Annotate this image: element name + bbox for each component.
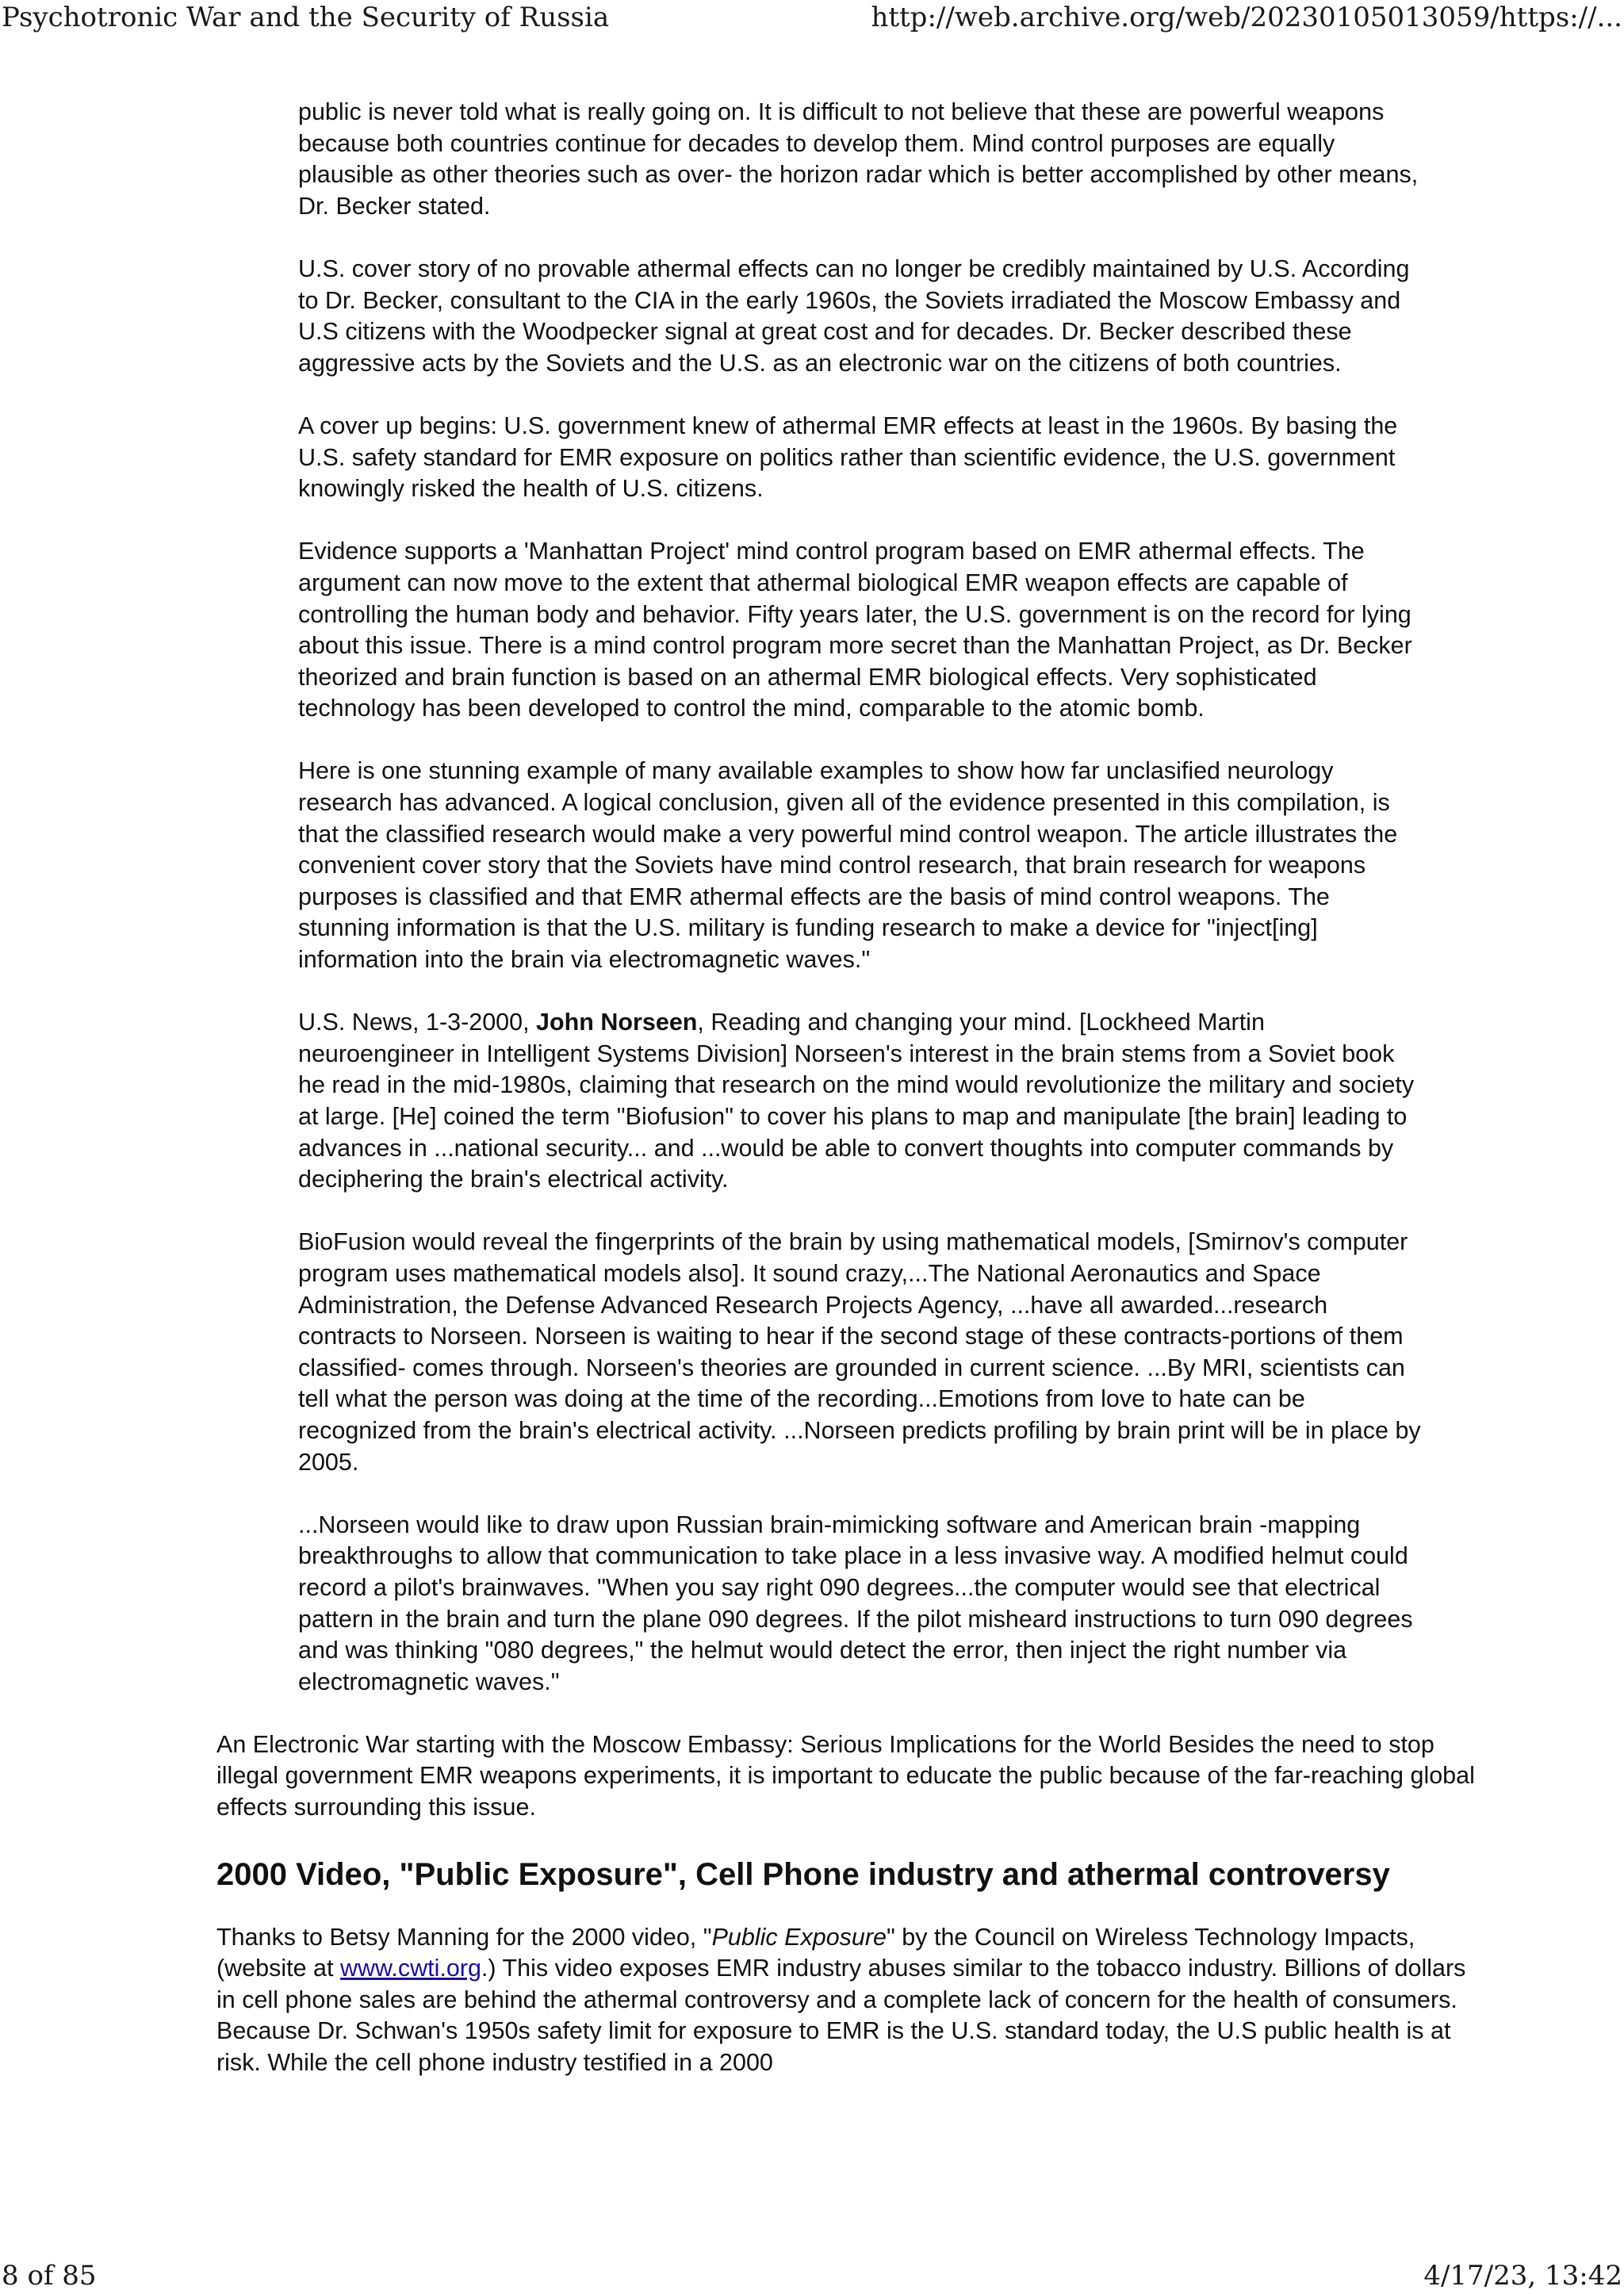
blockquote-paragraph-citation (298, 1007, 1424, 1196)
text-run: .) This video exposes EMR industry abuses similar to the tobacco industry. Billions of dollars in cell phone sales are behind the athermal controversy and a complete lack of concern for the health of consumers. Because Dr. Schwan's 1950s safety limit for exposure to EMR is the U.S. standard today, the U.S public health is at risk. While the cell phone industry testified in a 2000 (216, 1955, 1466, 2077)
blockquote (298, 97, 1424, 1698)
blockquote-paragraph: BioFusion would reveal the fingerprints of the brain by using mathematical models, [Smirnov's computer program uses mathematical models also]. It sound crazy,...The National Aeronautics and Space Administration, the Defense Advanced Research Projects Agency, ...have all awarded...research contracts to Norseen. Norseen is waiting to hear if the second stage of these contracts-portions of them classified- comes through. Norseen's theories are grounded in current science. ...By MRI, scientists can tell what the person was doing at the time of the recording...Emotions from love to hate can be recognized from the brain's electrical activity. ...Norseen predicts profiling by brain print will be in place by 2005. (298, 1228, 1421, 1476)
blockquote-paragraph: ...Norseen would like to draw upon Russian brain-mimicking software and American brain -mapping breakthroughs to allow that communication to take place in a less invasive way. A modified helmut could record a pilot's brainwaves. "When you say right 090 degrees...the computer would see that electrical pattern in the brain and turn the plane 090 degrees. If the pilot misheard instructions to turn 090 degrees and was thinking "080 degrees," the helmut would detect the error, then inject the right number via electromagnetic waves." (298, 1511, 1413, 1695)
text-run: Thanks to Betsy Manning for the 2000 video, " (216, 1923, 712, 1951)
citation-text: , Reading and changing your mind. [Lockheed Martin neuroengineer in Intelligent Systems Division] Norseen's interest in the brain stems from a Soviet book he read in the mid-1980s, claiming that research on the mind would revolutionize the military and society at large. [He] coined the term "Biofusion" to cover his plans to map and manipulate [the brain] leading to advances in ...national security... and ...would be able to convert thoughts into computer commands by deciphering the brain's electrical activity. (298, 1009, 1415, 1193)
section-heading: 2000 Video, "Public Exposure", Cell Phone industry and athermal controversy (216, 1856, 1390, 1892)
body-paragraph: An Electronic War starting with the Moscow Embassy: Serious Implications for the World Besides the need to stop illegal government EMR weapons experiments, it is important to educate the public because of the far-reaching global effects surrounding this issue. (216, 1730, 1475, 1821)
header-page-title: Psychotronic War and the Security of Russia (2, 2, 610, 33)
footer-page-number: 8 of 85 (2, 2260, 97, 2292)
blockquote-paragraph: Evidence supports a 'Manhattan Project' mind control program based on EMR athermal effects. The argument can now move to the extent that athermal biological EMR weapon effects are capable of controlling the human body and behavior. Fifty years later, the U.S. government is on the record for lying about this issue. There is a mind control program more secret than the Manhattan Project, as Dr. Becker theorized and brain function is based on an athermal EMR biological effects. Very sophisticated technology has been developed to control the mind, comparable to the atomic bomb. (298, 538, 1412, 722)
page-content (216, 97, 1485, 2079)
blockquote-paragraph: A cover up begins: U.S. government knew of athermal EMR effects at least in the 1960s. By basing the U.S. safety standard for EMR exposure on politics rather than scientific evidence, the U.S. government knowingly risked the health of U.S. citizens. (298, 412, 1398, 503)
citation-prefix: U.S. News, 1-3-2000, (298, 1009, 537, 1036)
header-url: http://web.archive.org/web/20230105013059/https://... (871, 2, 1622, 33)
blockquote-paragraph: public is never told what is really going on. It is difficult to not believe that these are powerful weapons because both countries continue for decades to develop them. Mind control purposes are equally plausible as other theories such as over- the horizon radar which is better accomplished by other means, Dr. Becker stated. (298, 98, 1419, 220)
text-run: " by the Council on Wireless Technology Impacts, (website at (216, 1923, 1415, 1982)
body-paragraph-video (216, 1922, 1485, 2079)
blockquote-paragraph: U.S. cover story of no provable athermal effects can no longer be credibly maintained by U.S. According to Dr. Becker, consultant to the CIA in the early 1960s, the Soviets irradiated the Moscow Embassy and U.S citizens with the Woodpecker signal at great cost and for decades. Dr. Becker described these aggressive acts by the Soviets and the U.S. as an electronic war on the citizens of both countries. (298, 255, 1410, 377)
blockquote-paragraph: Here is one stunning example of many available examples to show how far unclasified neurology research has advanced. A logical conclusion, given all of the evidence presented in this compilation, is that the classified research would make a very powerful mind control weapon. The article illustrates the convenient cover story that the Soviets have mind control research, that brain research for weapons purposes is classified and that EMR athermal effects are the basis of mind control weapons. The stunning information is that the U.S. military is funding research to make a device for "inject[ing] information into the brain via electromagnetic waves." (298, 757, 1398, 974)
cwti-website-link[interactable]: www.cwti.org (339, 1955, 481, 1982)
citation-author: John Norseen (536, 1009, 698, 1036)
footer-datetime: 4/17/23, 13:42 (1423, 2260, 1622, 2292)
video-title: Public Exposure (711, 1923, 887, 1951)
